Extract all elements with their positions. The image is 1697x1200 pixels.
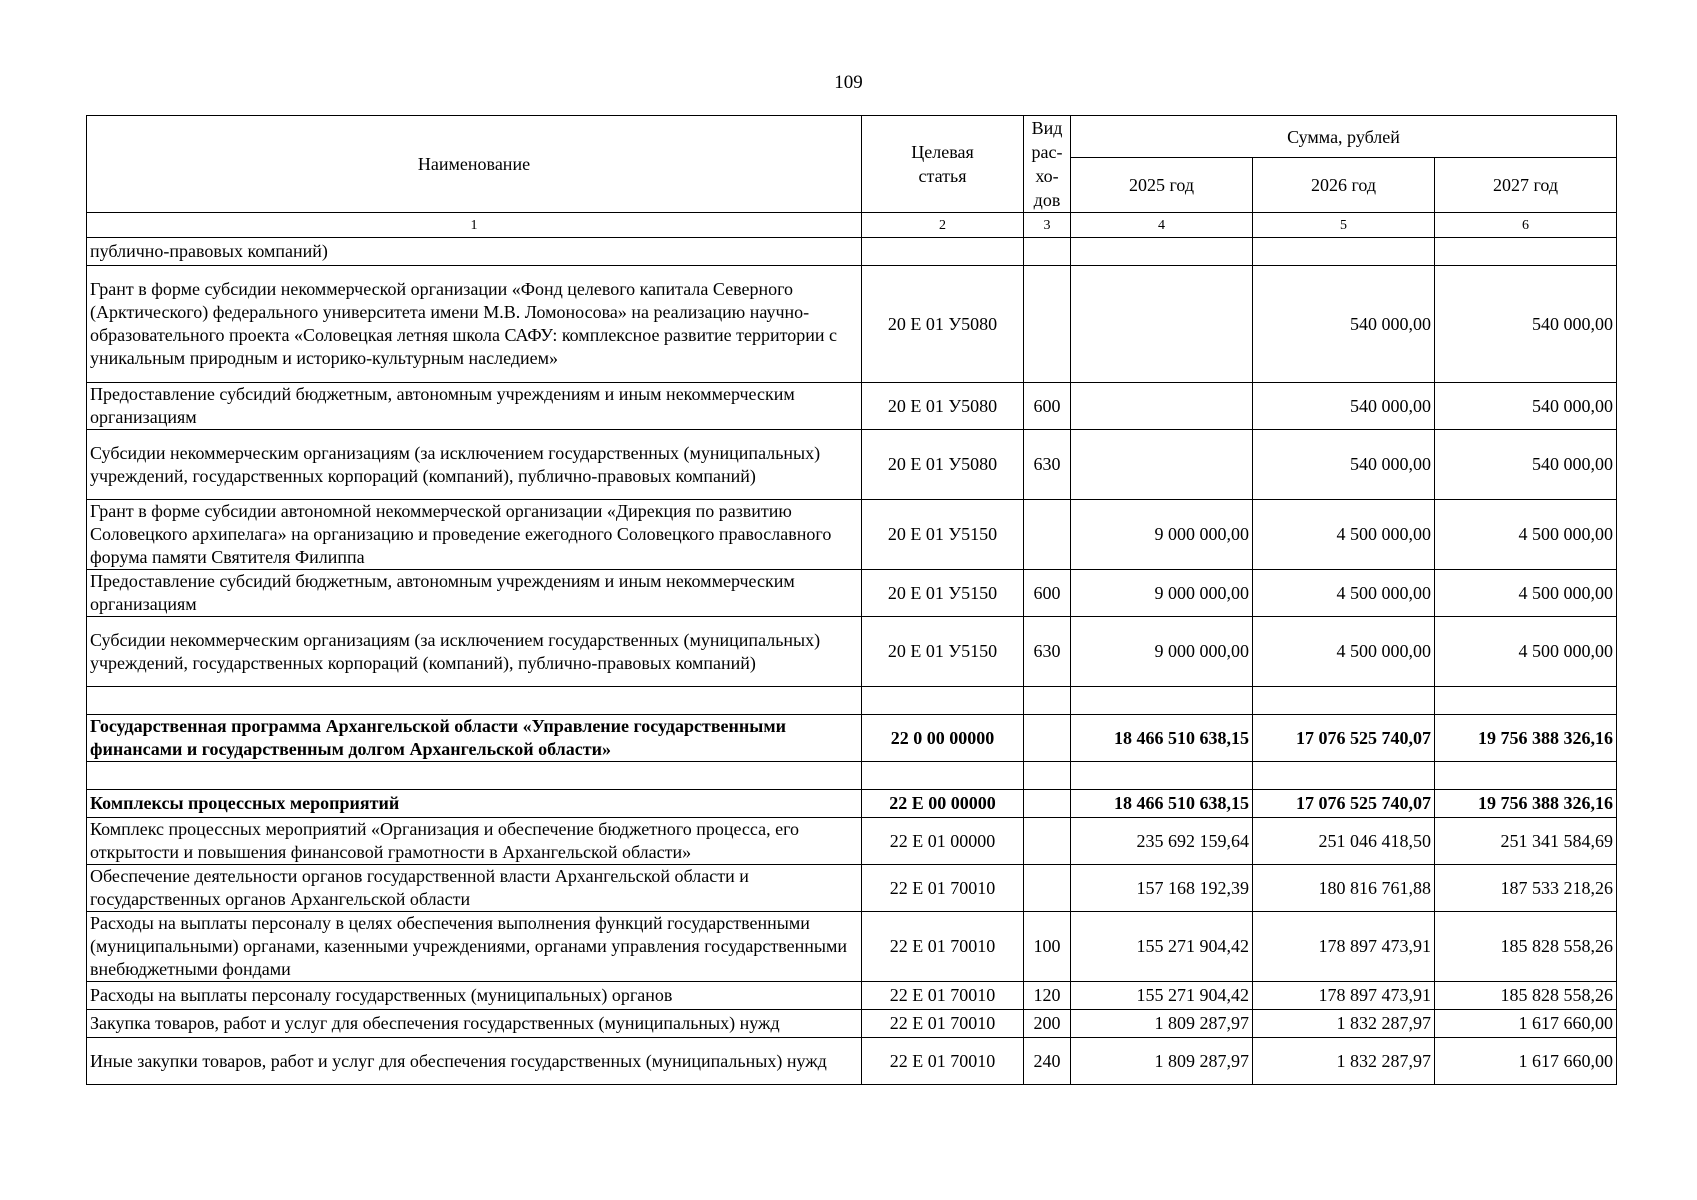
table-row — [87, 430, 1617, 500]
row-name: Грант в форме субсидии автономной некоммерческой организации «Дирекция по развитию Соловецкого архипелага» на организацию и проведение ежегодного Соловецкого православного форума памяти Святителя Филиппа — [87, 500, 862, 570]
row-amount-2026: 4 500 000,00 — [1253, 617, 1435, 687]
header-year-2027: 2027 год — [1435, 158, 1617, 213]
row-name: Грант в форме субсидии некоммерческой организации «Фонд целевого капитала Северного (Арктического) федерального университета имени М.В. Ломоносова» на реализацию научно-образовательного проекта «Соловецкая летняя школа САФУ: комплексное развитие территории с уникальным природным и историко-культурным наследием» — [87, 266, 862, 383]
header-sum: Сумма, рублей — [1071, 116, 1617, 158]
row-target-article: 22 Е 01 70010 — [862, 865, 1024, 912]
row-amount-2026 — [1253, 687, 1435, 715]
row-amount-2027: 1 617 660,00 — [1435, 1010, 1617, 1038]
row-amount-2027: 19 756 388 326,16 — [1435, 715, 1617, 762]
row-amount-2026: 540 000,00 — [1253, 266, 1435, 383]
row-expense-type — [1024, 687, 1071, 715]
row-expense-type — [1024, 266, 1071, 383]
row-expense-type: 120 — [1024, 982, 1071, 1010]
table-row — [87, 617, 1617, 687]
table-row — [87, 762, 1617, 790]
header-target-article-line-1: Целевая — [911, 142, 974, 162]
row-expense-type — [1024, 238, 1071, 266]
table-row — [87, 238, 1617, 266]
header-year-2025: 2025 год — [1071, 158, 1253, 213]
row-expense-type: 200 — [1024, 1010, 1071, 1038]
row-name — [87, 762, 862, 790]
row-target-article: 22 Е 01 70010 — [862, 982, 1024, 1010]
row-target-article: 22 Е 01 00000 — [862, 818, 1024, 865]
row-expense-type: 600 — [1024, 570, 1071, 617]
row-target-article — [862, 762, 1024, 790]
table-row — [87, 912, 1617, 982]
row-amount-2027: 540 000,00 — [1435, 266, 1617, 383]
row-amount-2027: 540 000,00 — [1435, 430, 1617, 500]
row-target-article — [862, 687, 1024, 715]
row-name: Расходы на выплаты персоналу в целях обеспечения выполнения функций государственными (муниципальными) органами, казенными учреждениями, органами управления государственными внебюджетными фондами — [87, 912, 862, 982]
row-name: Субсидии некоммерческим организациям (за исключением государственных (муниципальных) учреждений, государственных корпораций (компаний), публично-правовых компаний) — [87, 617, 862, 687]
row-amount-2026: 4 500 000,00 — [1253, 500, 1435, 570]
row-amount-2026: 251 046 418,50 — [1253, 818, 1435, 865]
row-amount-2027: 540 000,00 — [1435, 383, 1617, 430]
row-target-article: 20 Е 01 У5080 — [862, 383, 1024, 430]
row-expense-type: 600 — [1024, 383, 1071, 430]
row-amount-2026: 4 500 000,00 — [1253, 570, 1435, 617]
row-amount-2026 — [1253, 762, 1435, 790]
row-amount-2027 — [1435, 687, 1617, 715]
row-name — [87, 687, 862, 715]
row-name: Расходы на выплаты персоналу государственных (муниципальных) органов — [87, 982, 862, 1010]
table-row — [87, 1038, 1617, 1085]
row-amount-2025 — [1071, 762, 1253, 790]
row-name: Комплексы процессных мероприятий — [87, 790, 862, 818]
row-amount-2025: 1 809 287,97 — [1071, 1038, 1253, 1085]
row-target-article: 20 Е 01 У5080 — [862, 430, 1024, 500]
row-expense-type: 100 — [1024, 912, 1071, 982]
row-amount-2025 — [1071, 430, 1253, 500]
row-name: Предоставление субсидий бюджетным, автономным учреждениям и иным некоммерческим организациям — [87, 383, 862, 430]
row-amount-2027 — [1435, 238, 1617, 266]
col-number-1: 1 — [87, 213, 862, 238]
table-row — [87, 570, 1617, 617]
row-expense-type: 630 — [1024, 430, 1071, 500]
row-amount-2025: 18 466 510 638,15 — [1071, 790, 1253, 818]
row-amount-2025 — [1071, 266, 1253, 383]
row-target-article: 20 Е 01 У5150 — [862, 500, 1024, 570]
row-target-article: 22 Е 00 00000 — [862, 790, 1024, 818]
row-name: Закупка товаров, работ и услуг для обеспечения государственных (муниципальных) нужд — [87, 1010, 862, 1038]
row-amount-2027: 1 617 660,00 — [1435, 1038, 1617, 1085]
row-amount-2027: 4 500 000,00 — [1435, 500, 1617, 570]
row-amount-2026: 1 832 287,97 — [1253, 1010, 1435, 1038]
col-number-2: 2 — [862, 213, 1024, 238]
table-row — [87, 1010, 1617, 1038]
row-amount-2025: 157 168 192,39 — [1071, 865, 1253, 912]
table-row — [87, 715, 1617, 762]
row-amount-2026: 1 832 287,97 — [1253, 1038, 1435, 1085]
table-row — [87, 818, 1617, 865]
row-amount-2025 — [1071, 687, 1253, 715]
row-amount-2027: 4 500 000,00 — [1435, 617, 1617, 687]
row-amount-2025: 9 000 000,00 — [1071, 570, 1253, 617]
row-amount-2025 — [1071, 238, 1253, 266]
row-amount-2025: 155 271 904,42 — [1071, 982, 1253, 1010]
row-amount-2027: 251 341 584,69 — [1435, 818, 1617, 865]
header-expense-type — [1024, 116, 1071, 213]
col-number-6: 6 — [1435, 213, 1617, 238]
row-amount-2025: 18 466 510 638,15 — [1071, 715, 1253, 762]
header-expense-type-line-3: хо- — [1035, 166, 1059, 186]
table-row — [87, 500, 1617, 570]
col-number-3: 3 — [1024, 213, 1071, 238]
row-amount-2025: 235 692 159,64 — [1071, 818, 1253, 865]
row-expense-type — [1024, 818, 1071, 865]
row-name: публично-правовых компаний) — [87, 238, 862, 266]
row-amount-2026: 17 076 525 740,07 — [1253, 715, 1435, 762]
row-target-article: 22 0 00 00000 — [862, 715, 1024, 762]
header-expense-type-line-1: Вид — [1031, 118, 1063, 138]
page-number: 109 — [834, 72, 863, 93]
row-name: Иные закупки товаров, работ и услуг для обеспечения государственных (муниципальных) нужд — [87, 1038, 862, 1085]
row-name: Предоставление субсидий бюджетным, автономным учреждениям и иным некоммерческим организациям — [87, 570, 862, 617]
header-year-2026: 2026 год — [1253, 158, 1435, 213]
row-amount-2027: 187 533 218,26 — [1435, 865, 1617, 912]
row-expense-type — [1024, 715, 1071, 762]
row-target-article: 20 Е 01 У5150 — [862, 570, 1024, 617]
row-amount-2027: 185 828 558,26 — [1435, 912, 1617, 982]
row-amount-2027: 4 500 000,00 — [1435, 570, 1617, 617]
row-amount-2026: 178 897 473,91 — [1253, 912, 1435, 982]
table-row — [87, 865, 1617, 912]
row-amount-2026: 178 897 473,91 — [1253, 982, 1435, 1010]
row-target-article: 22 Е 01 70010 — [862, 1038, 1024, 1085]
budget-table — [86, 115, 1617, 1085]
row-name: Комплекс процессных мероприятий «Организация и обеспечение бюджетного процесса, его открытости и повышения финансовой грамотности в Архангельской области» — [87, 818, 862, 865]
row-target-article — [862, 238, 1024, 266]
header-expense-type-line-4: дов — [1033, 190, 1061, 210]
header-target-article-line-2: статья — [918, 166, 967, 186]
row-target-article: 20 Е 01 У5150 — [862, 617, 1024, 687]
table-row — [87, 266, 1617, 383]
row-amount-2025: 1 809 287,97 — [1071, 1010, 1253, 1038]
table-row — [87, 687, 1617, 715]
row-amount-2027 — [1435, 762, 1617, 790]
row-amount-2025: 9 000 000,00 — [1071, 500, 1253, 570]
row-name: Субсидии некоммерческим организациям (за исключением государственных (муниципальных) учреждений, государственных корпораций (компаний), публично-правовых компаний) — [87, 430, 862, 500]
row-amount-2026: 540 000,00 — [1253, 383, 1435, 430]
table-row — [87, 383, 1617, 430]
col-number-4: 4 — [1071, 213, 1253, 238]
row-target-article: 22 Е 01 70010 — [862, 1010, 1024, 1038]
row-target-article: 20 Е 01 У5080 — [862, 266, 1024, 383]
row-amount-2025: 9 000 000,00 — [1071, 617, 1253, 687]
row-amount-2026: 17 076 525 740,07 — [1253, 790, 1435, 818]
row-expense-type — [1024, 762, 1071, 790]
row-expense-type — [1024, 790, 1071, 818]
header-name: Наименование — [87, 116, 862, 213]
row-amount-2026 — [1253, 238, 1435, 266]
row-expense-type — [1024, 500, 1071, 570]
table-row — [87, 982, 1617, 1010]
row-amount-2026: 540 000,00 — [1253, 430, 1435, 500]
row-amount-2025: 155 271 904,42 — [1071, 912, 1253, 982]
row-amount-2025 — [1071, 383, 1253, 430]
table-row — [87, 790, 1617, 818]
header-target-article — [862, 116, 1024, 213]
row-amount-2027: 185 828 558,26 — [1435, 982, 1617, 1010]
row-name: Обеспечение деятельности органов государственной власти Архангельской области и государственных органов Архангельской области — [87, 865, 862, 912]
row-name: Государственная программа Архангельской области «Управление государственными финансами и государственным долгом Архангельской области» — [87, 715, 862, 762]
row-expense-type: 630 — [1024, 617, 1071, 687]
row-expense-type: 240 — [1024, 1038, 1071, 1085]
row-target-article: 22 Е 01 70010 — [862, 912, 1024, 982]
row-expense-type — [1024, 865, 1071, 912]
header-expense-type-line-2: рас- — [1031, 142, 1063, 162]
col-number-5: 5 — [1253, 213, 1435, 238]
row-amount-2026: 180 816 761,88 — [1253, 865, 1435, 912]
row-amount-2027: 19 756 388 326,16 — [1435, 790, 1617, 818]
